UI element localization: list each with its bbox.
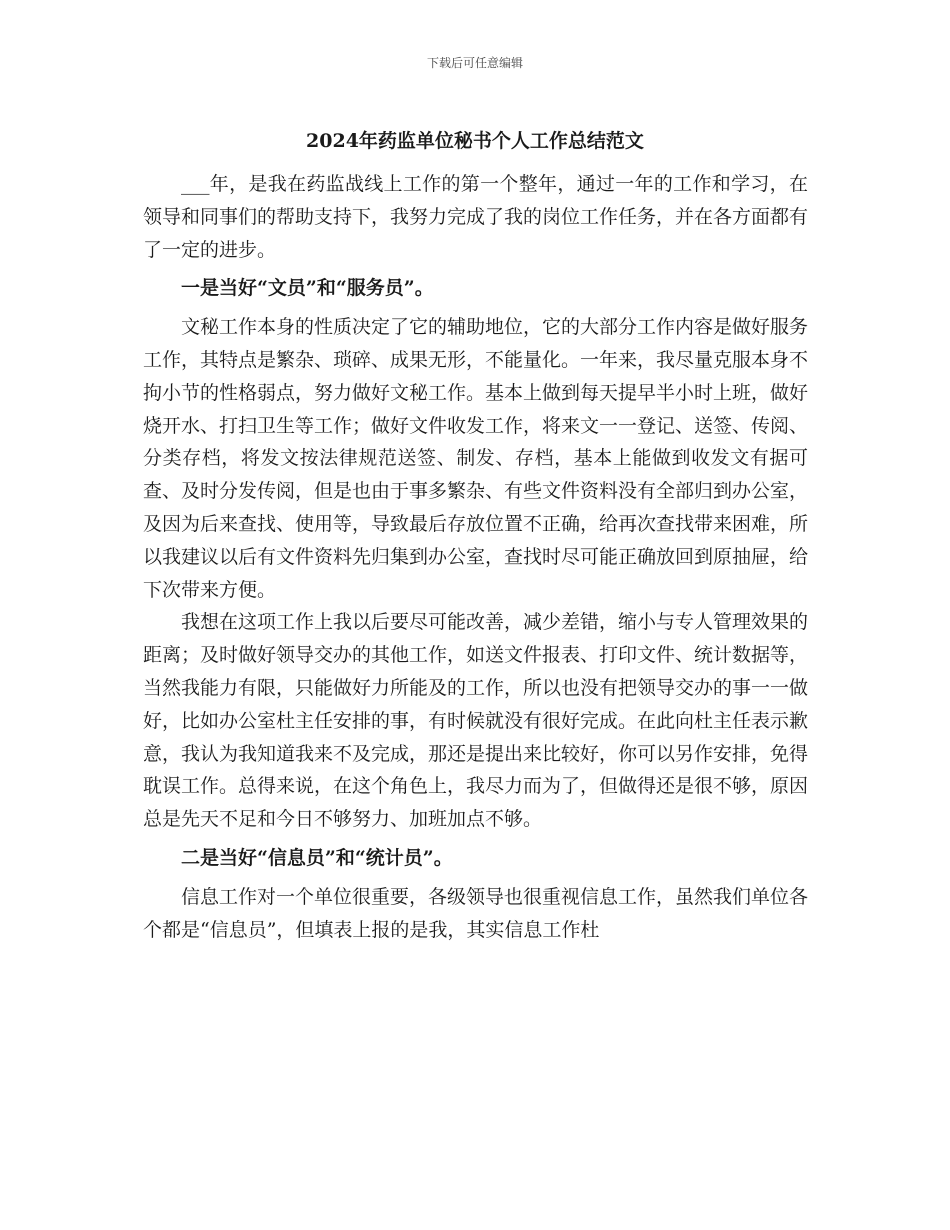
- document-body: [143, 168, 808, 946]
- document-title: 2024年药监单位秘书个人工作总结范文: [306, 130, 644, 152]
- section-heading: 二是当好“信息员”和“统计员”。: [181, 846, 453, 869]
- paragraph: 文秘工作本身的性质决定了它的辅助地位，它的大部分工作内容是做好服务工作，其特点是繁杂、琐碎、成果无形，不能量化。一年来，我尽量克服本身不拘小节的性格弱点，努力做好文秘工作。基本上做到每天提早半小时上班，做好烧开水、打扫卫生等工作；做好文件收发工作，将来文一一登记、送签、传阅、分类存档，将发文按法律规范送签、制发、存档，基本上能做到收发文有据可查、及时分发传阅，但是也由于事多繁杂、有些文件资料没有全部归到办公室，及因为后来查找、使用等，导致最后存放位置不正确，给再次查找带来困难，所以我建议以后有文件资料先归集到办公室，查找时尽可能正确放回到原抽屉，给下次带来方便。: [143, 316, 809, 601]
- header-note: 下载后可任意编辑: [426, 56, 523, 70]
- paragraph: 信息工作对一个单位很重要，各级领导也很重视信息工作，虽然我们单位各个都是“信息员”，但填表上报的是我，其实信息工作杜: [143, 885, 809, 941]
- paragraph: 我想在这项工作上我以后要尽可能改善，减少差错，缩小与专人管理效果的距离；及时做好领导交办的其他工作，如送文件报表、打印文件、统计数据等，当然我能力有限，只能做好力所能及的工作，所以也没有把领导交办的事一一做好，比如办公室杜主任安排的事，有时候就没有很好完成。在此向杜主任表示歉意，我认为我知道我来不及完成，那还是提出来比较好，你可以另作安排，免得耽误工作。总得来说，在这个角色上，我尽力而为了，但做得还是很不够，原因总是先天不足和今日不够努力、加班加点不够。: [143, 611, 809, 831]
- paragraph: ___年，是我在药监战线上工作的第一个整年，通过一年的工作和学习，在领导和同事们的帮助支持下，我努力完成了我的岗位工作任务，并在各方面都有了一定的进步。: [143, 173, 809, 261]
- section-heading: 一是当好“文员”和“服务员”。: [181, 277, 434, 300]
